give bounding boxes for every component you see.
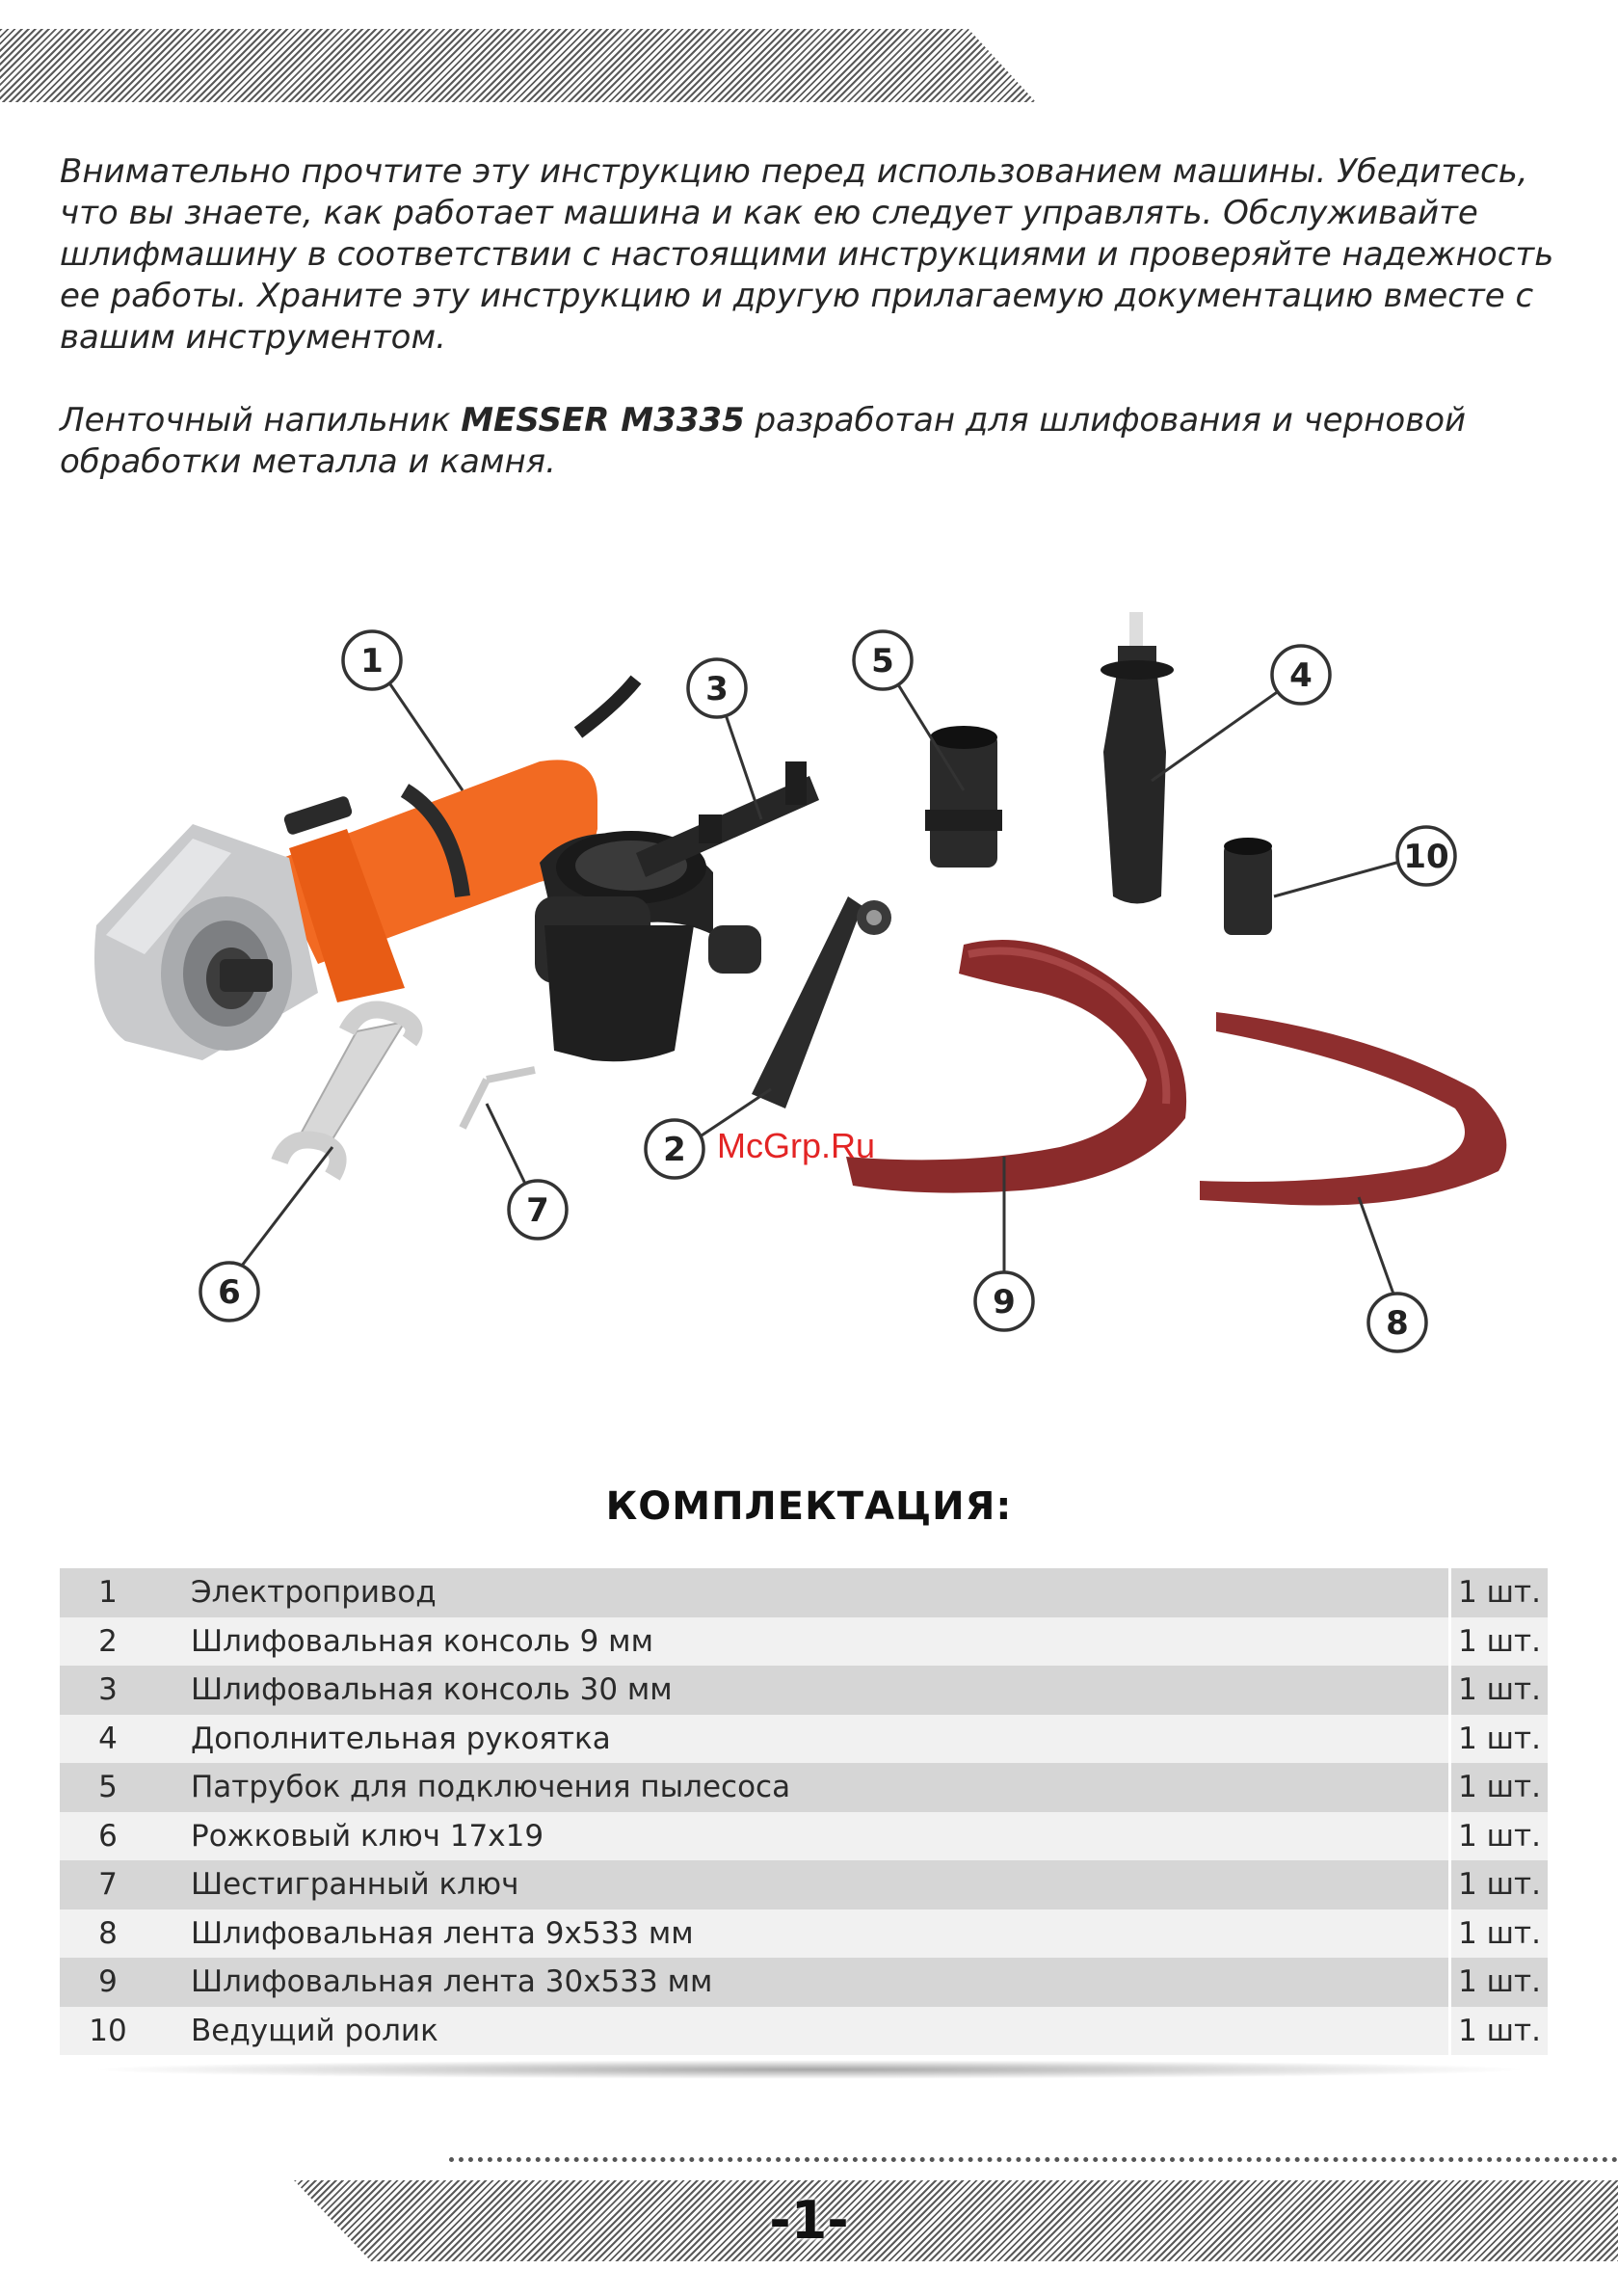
intro-paragraph: Внимательно прочтите эту инструкцию перед использованием машины. Убедитесь, что вы знаете, как работает машина и как ею следует управлять. Обслуживайте шлифмашину в соответствии с настоящими инструкциями и проверяйте надежность ее работы. Храните эту инструкцию и другую прилагаемую документацию вместе с вашим инструментом. [60,152,1554,357]
callout-7 [509,1181,567,1239]
leader-8 [1359,1197,1395,1299]
callout-8 [1368,1294,1426,1351]
row-number: 4 [60,1715,156,1764]
row-name: Электропривод [156,1568,1450,1617]
callout-6 [200,1263,258,1321]
hex-key-image [463,1070,535,1128]
row-number: 5 [60,1763,156,1812]
table-row [60,1666,1548,1715]
svg-text:7: 7 [526,1191,549,1230]
row-name: Шлифовальная лента 9х533 мм [156,1909,1450,1959]
table-row [60,2007,1548,2056]
table-row [60,1909,1548,1959]
callout-9 [975,1272,1033,1330]
row-name: Шлифовальная консоль 30 мм [156,1666,1450,1715]
row-name: Ведущий ролик [156,2007,1450,2056]
callout-1 [343,631,401,689]
table-row [60,1568,1548,1617]
purpose-paragraph [60,400,1563,483]
row-qty: 1 шт. [1450,1666,1549,1715]
row-qty: 1 шт. [1450,1568,1549,1617]
callout-5 [854,631,912,689]
callout-2 [646,1120,703,1178]
table-shadow [87,2060,1532,2079]
sanding-belt-9-image [1200,1012,1506,1206]
kit-table [60,1568,1548,2055]
table-row [60,1617,1548,1667]
purpose-text-end: разработан для шлифования и черновой обработки металла и камня. [60,401,1467,481]
svg-text:6: 6 [218,1273,241,1312]
footer-dotted-line [449,2157,1618,2162]
leader-10 [1274,860,1407,896]
row-qty: 1 шт. [1450,1617,1549,1667]
row-name: Шестигранный ключ [156,1860,1450,1909]
row-qty: 1 шт. [1450,1715,1549,1764]
header-hatch-band [0,29,1036,102]
row-number: 2 [60,1617,156,1667]
callout-10 [1397,827,1455,885]
table-row [60,1958,1548,2007]
row-qty: 1 шт. [1450,1860,1549,1909]
svg-text:3: 3 [705,670,729,708]
row-number: 3 [60,1666,156,1715]
callout-4 [1272,646,1330,704]
kit-contents-illustration [0,607,1618,1398]
callout-3 [688,659,746,717]
side-handle-image [1101,612,1174,904]
svg-text:4: 4 [1289,656,1313,695]
row-number: 8 [60,1909,156,1959]
row-name: Шлифовальная консоль 9 мм [156,1617,1450,1667]
drive-roller-image [1224,838,1272,935]
svg-text:8: 8 [1386,1304,1409,1343]
svg-text:2: 2 [663,1131,686,1169]
table-row [60,1715,1548,1764]
row-number: 6 [60,1812,156,1861]
kit-title: КОМПЛЕКТАЦИЯ: [605,1484,1013,1529]
table-row [60,1763,1548,1812]
grinding-console-9-image [752,896,891,1108]
purpose-text-start: Ленточный напильник [60,401,462,440]
row-name: Рожковый ключ 17х19 [156,1812,1450,1861]
open-end-wrench-image [279,1010,414,1177]
row-name: Шлифовальная лента 30х533 мм [156,1958,1450,2007]
svg-text:9: 9 [993,1283,1016,1322]
svg-text:1: 1 [360,642,384,681]
row-number: 9 [60,1958,156,2007]
model-name: MESSER M3335 [461,401,745,440]
page-number: -1- [769,2190,849,2251]
row-name: Патрубок для подключения пылесоса [156,1763,1450,1812]
row-qty: 1 шт. [1450,1763,1549,1812]
row-number: 1 [60,1568,156,1617]
leader-6 [229,1147,332,1282]
svg-text:5: 5 [871,642,894,681]
row-qty: 1 шт. [1450,2007,1549,2056]
row-number: 7 [60,1860,156,1909]
row-qty: 1 шт. [1450,1958,1549,2007]
table-row [60,1812,1548,1861]
row-number: 10 [60,2007,156,2056]
table-row [60,1860,1548,1909]
sanding-belt-30-image [846,940,1186,1193]
row-qty: 1 шт. [1450,1812,1549,1861]
svg-text:10: 10 [1403,838,1449,876]
row-name: Дополнительная рукоятка [156,1715,1450,1764]
row-qty: 1 шт. [1450,1909,1549,1959]
watermark-text: McGrp.Ru [717,1126,876,1165]
